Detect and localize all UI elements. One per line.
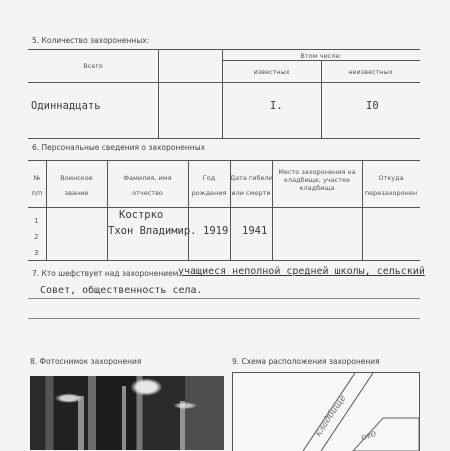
section-8-heading: 8. Фотоснимок захоронения [30,357,142,366]
entry-given-names: Тхон Владимир. [108,225,197,237]
section-5-heading: 5. Количество захороненных: [32,36,150,45]
s5-bottom-rule [28,138,420,139]
section-9-heading: 9. Схема расположения захоронения [232,357,380,366]
scheme-label-cemetery: кладбище [313,393,349,439]
s7-rule-1 [28,298,420,299]
known-buried-value: I. [270,100,283,112]
total-buried-value: Одиннадцать [31,100,101,112]
entry-birth-year: 1919 [203,225,229,237]
patron-value-line-1: учащиеся неполной средней школы, сельский [178,266,425,277]
s5-vdiv-2 [222,49,223,138]
entry-death-year: 1941 [242,225,268,237]
header-from: Откуда перезахоронен [364,174,418,197]
scheme-label-2: ого [359,428,378,444]
header-death: Дата гибели или смерти [230,174,273,197]
col-known-header: известных [253,68,290,76]
s5-top-rule [28,49,420,50]
section-7-heading: 7. Кто шефствует над захоронением [32,269,179,278]
unknown-buried-value: I0 [366,100,379,112]
header-rank: Воинское звание [60,174,93,197]
header-birth: Год рождения [191,174,227,197]
s5-header-bottom-rule [28,82,420,83]
col-total-header: Всего [83,62,103,70]
burial-photograph [30,376,224,450]
header-name: Фамилия, имя отчество [123,174,172,197]
header-place: Место захоронения на кладбище, участке кладбища [278,168,356,192]
col-unknown-header: неизвестных [348,68,393,76]
s7-rule-2 [28,318,420,319]
col-including-header: Втом числе: [300,52,342,60]
s5-vdiv-1 [158,49,159,138]
patron-value-line-2: Совет, общественность села. [40,285,203,296]
entry-surname: Кострко [119,209,164,221]
header-num: № п/п [31,174,43,197]
row-numbers: 1 2 3 [34,217,39,257]
burial-location-scheme [232,372,420,451]
s6-bottom-rule [28,260,420,261]
section-6-heading: 6. Персональные сведения о захороненных [32,143,206,152]
